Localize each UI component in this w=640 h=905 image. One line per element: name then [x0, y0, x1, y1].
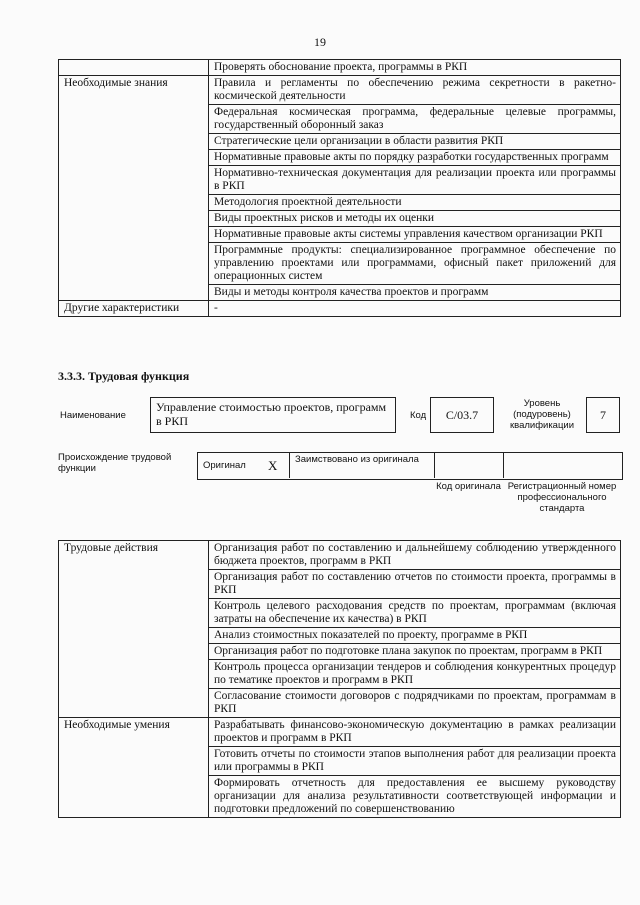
table-cell: Анализ стоимостных показателей по проекту, программе в РКП	[209, 628, 621, 644]
table-cell: Готовить отчеты по стоимости этапов выполнения работ для реализации проекта или программы в РКП	[209, 747, 621, 776]
borrowed-label: Заимствовано из оригинала	[295, 454, 419, 465]
code-label: Код	[410, 410, 427, 421]
function-name: Управление стоимостью проектов, программ в РКП	[150, 397, 396, 433]
reg-caption: Регистрационный номер профессионального стандарта	[507, 481, 617, 514]
table-row	[59, 60, 621, 76]
table-row	[59, 541, 621, 570]
origin-divider-1	[289, 452, 290, 478]
row-label: Трудовые действия	[59, 541, 209, 718]
table-cell: Организация работ по подготовке плана закупок по проектам, программ в РКП	[209, 644, 621, 660]
function-code: С/03.7	[430, 397, 494, 433]
table-cell: Контроль процесса организации тендеров и соблюдения конкурентных процедур по тематике проектов и программ в РКП	[209, 660, 621, 689]
origin-divider-2	[434, 452, 435, 478]
table-cell: Контроль целевого расходования средств по проектам, программам (включая затраты на обеспечение их качества) в РКП	[209, 599, 621, 628]
table-cell: Нормативные правовые акты системы управления качеством организации РКП	[209, 227, 621, 243]
original-mark: X	[268, 458, 278, 473]
table-cell: Правила и регламенты по обеспечению режима секретности в ракетно-космической деятельности	[209, 76, 621, 105]
name-label: Наименование	[60, 410, 126, 421]
table-cell: Федеральная космическая программа, федеральные целевые программы, государственный оборонный заказ	[209, 105, 621, 134]
level-label: Уровень (подуровень) квалификации	[509, 398, 575, 431]
page-number: 19	[314, 35, 326, 49]
table-cell: Организация работ по составлению отчетов по стоимости проекта, программы в РКП	[209, 570, 621, 599]
table-cell: Проверять обоснование проекта, программы в РКП	[209, 60, 621, 76]
table-row	[59, 301, 621, 317]
code-caption: Код оригинала	[436, 481, 501, 492]
section-title: 3.3.3. Трудовая функция	[58, 369, 190, 383]
labor-actions-table	[58, 540, 621, 818]
table-cell: Согласование стоимости договоров с подрядчиками по проектам, программам в РКП	[209, 689, 621, 718]
table-cell: Программные продукты: специализированное программное обеспечение по управлению проектами или программами, офисный пакет приложений для операционных систем	[209, 243, 621, 285]
original-label: Оригинал	[203, 460, 246, 471]
qualification-level: 7	[586, 397, 620, 433]
row-label: Необходимые умения	[59, 718, 209, 818]
table-cell: Виды проектных рисков и методы их оценки	[209, 211, 621, 227]
table-cell: -	[209, 301, 621, 317]
table-cell: Стратегические цели организации в области развития РКП	[209, 134, 621, 150]
origin-label: Происхождение трудовой функции	[58, 452, 172, 474]
table-cell: Методология проектной деятельности	[209, 195, 621, 211]
row-label: Необходимые знания	[59, 76, 209, 301]
table-cell: Организация работ по составлению и дальнейшему соблюдению утвержденного бюджета проектов, программ в РКП	[209, 541, 621, 570]
knowledge-table	[58, 59, 621, 317]
table-cell: Нормативные правовые акты по порядку разработки государственных программ	[209, 150, 621, 166]
table-cell: Формировать отчетность для предоставления ее высшему руководству организации для анализа результативности соответствующей информации и подготовки предложений по совершенствованию	[209, 776, 621, 818]
row-label: Другие характеристики	[59, 301, 209, 317]
origin-divider-3	[503, 452, 504, 478]
table-cell: Разрабатывать финансово-экономическую документацию в рамках реализации проектов и программ в РКП	[209, 718, 621, 747]
table-row	[59, 76, 621, 105]
table-cell: Нормативно-техническая документация для реализации проекта или программы в РКП	[209, 166, 621, 195]
table-cell: Виды и методы контроля качества проектов и программ	[209, 285, 621, 301]
row-label	[59, 60, 209, 76]
table-row	[59, 718, 621, 747]
